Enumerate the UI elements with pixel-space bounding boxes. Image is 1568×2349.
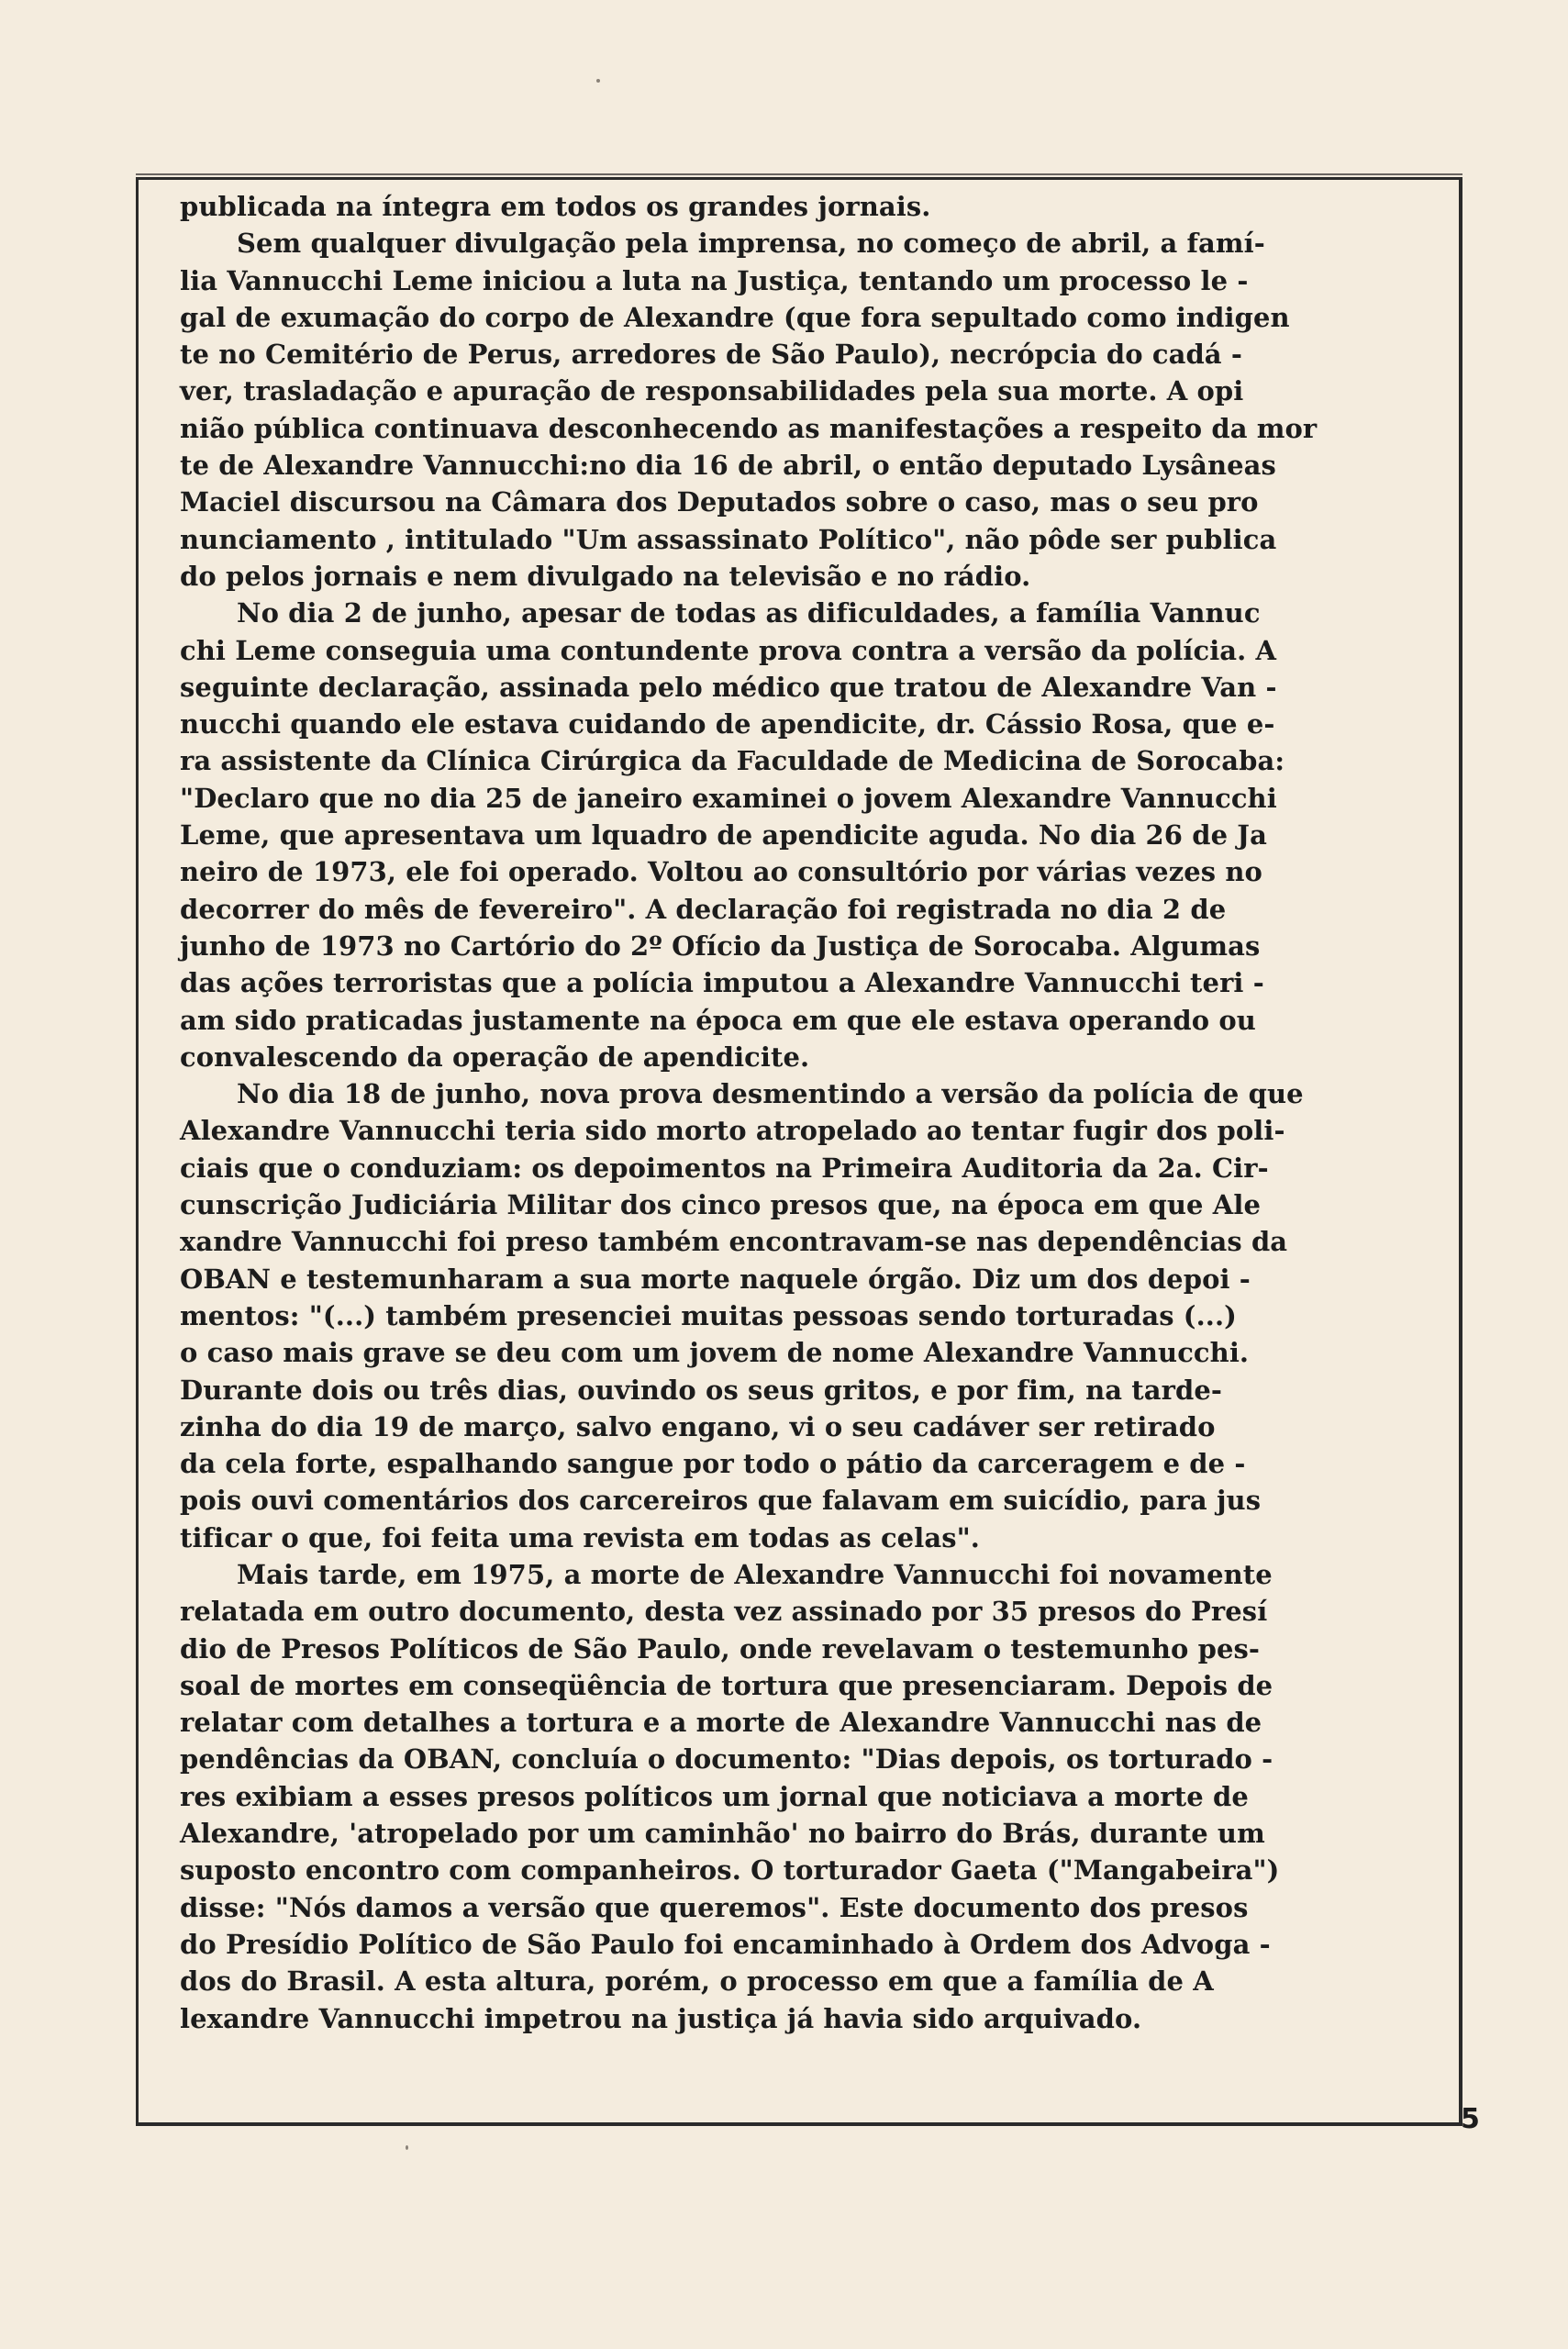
text-line: publicada na íntegra em todos os grandes jornais.	[180, 191, 931, 222]
text-line: dos do Brasil. A esta altura, porém, o processo em que a família de A	[180, 1965, 1214, 1998]
text-line: ra assistente da Clínica Cirúrgica da Faculdade de Medicina de Sorocaba:	[180, 745, 1285, 777]
text-line: seguinte declaração, assinada pelo médico que tratou de Alexandre Van -	[180, 671, 1277, 703]
text-line: Mais tarde, em 1975, a morte de Alexandre Vannucchi foi novamente	[237, 1558, 1273, 1590]
text-line: das ações terroristas que a polícia imputou a Alexandre Vannucchi teri -	[180, 967, 1264, 999]
text-line: pois ouvi comentários dos carcereiros que falavam em suicídio, para jus	[180, 1485, 1262, 1517]
text-line: te no Cemitério de Perus, arredores de São Paulo), necrópcia do cadá -	[180, 339, 1242, 371]
text-line: disse: "Nós damos a versão que queremos". Este documento dos presos	[180, 1891, 1249, 1923]
text-line: neiro de 1973, ele foi operado. Voltou ao consultório por várias vezes no	[180, 856, 1262, 888]
text-line: Alexandre Vannucchi teria sido morto atropelado ao tentar fugir dos poli-	[180, 1115, 1285, 1147]
paper-speck	[406, 2145, 408, 2150]
text-line: convalescendo da operação de apendicite.	[180, 1041, 810, 1073]
text-line: No dia 18 de junho, nova prova desmentindo a versão da polícia de que	[237, 1078, 1304, 1110]
paper-speck	[596, 79, 600, 83]
text-line: dio de Presos Políticos de São Paulo, onde revelavam o testemunho pes-	[180, 1632, 1261, 1664]
text-line: ciais que o conduziam: os depoimentos na Primeira Auditoria da 2a. Cir-	[180, 1152, 1269, 1184]
text-line: No dia 2 de junho, apesar de todas as dificuldades, a família Vannuc	[237, 597, 1261, 629]
text-line: Maciel discursou na Câmara dos Deputados sobre o caso, mas o seu pro	[180, 486, 1259, 518]
text-line: am sido praticadas justamente na época em que ele estava operando ou	[180, 1004, 1256, 1036]
text-line: Sem qualquer divulgação pela imprensa, no começo de abril, a famí-	[237, 228, 1265, 260]
text-line: decorrer do mês de fevereiro". A declaração foi registrada no dia 2 de	[180, 893, 1227, 925]
text-line: da cela forte, espalhando sangue por todo o pátio da carceragem e de -	[180, 1448, 1246, 1480]
body-text	[180, 188, 1437, 2037]
text-line: nunciamento , intitulado "Um assassinato Político", não pôde ser publica	[180, 523, 1277, 555]
text-line: lia Vannucchi Leme iniciou a luta na Justiça, tentando um processo le -	[180, 264, 1249, 296]
text-line: relatar com detalhes a tortura e a morte de Alexandre Vannucchi nas de	[180, 1707, 1262, 1739]
text-line: nião pública continuava desconhecendo as manifestações a respeito da mor	[180, 412, 1318, 444]
text-line: soal de mortes em conseqüência de tortura que presenciaram. Depois de	[180, 1669, 1273, 1701]
text-line: mentos: "(...) também presenciei muitas pessoas sendo torturadas (...)	[180, 1299, 1237, 1331]
text-line: Durante dois ou três dias, ouvindo os seus gritos, e por fim, na tarde-	[180, 1374, 1223, 1406]
text-line: ver, trasladação e apuração de responsabilidades pela sua morte. A opi	[180, 375, 1244, 407]
text-line: suposto encontro com companheiros. O torturador Gaeta ("Mangabeira")	[180, 1854, 1280, 1887]
text-line: lexandre Vannucchi impetrou na justiça já havia sido arquivado.	[180, 2002, 1142, 2034]
text-line: Alexandre, 'atropelado por um caminhão' no bairro do Brás, durante um	[180, 1818, 1265, 1850]
text-line: nucchi quando ele estava cuidando de apendicite, dr. Cássio Rosa, que e-	[180, 708, 1275, 740]
text-line: gal de exumação do corpo de Alexandre (que fora sepultado como indigen	[180, 301, 1290, 333]
text-line: junho de 1973 no Cartório do 2º Ofício da Justiça de Sorocaba. Algumas	[180, 930, 1261, 962]
text-line: do pelos jornais e nem divulgado na televisão e no rádio.	[180, 560, 1031, 592]
text-line: zinha do dia 19 de março, salvo engano, vi o seu cadáver ser retirado	[180, 1410, 1216, 1442]
text-line: Leme, que apresentava um lquadro de apendicite aguda. No dia 26 de Ja	[180, 819, 1267, 852]
text-line: cunscrição Judiciária Militar dos cinco presos que, na época em que Ale	[180, 1189, 1261, 1221]
text-line: pendências da OBAN, concluía o documento: "Dias depois, os torturado -	[180, 1743, 1273, 1776]
text-line: o caso mais grave se deu com um jovem de nome Alexandre Vannucchi.	[180, 1337, 1250, 1369]
text-line: chi Leme conseguia uma contundente prova contra a versão da polícia. A	[180, 634, 1277, 666]
text-line: OBAN e testemunharam a sua morte naquele órgão. Diz um dos depoi -	[180, 1263, 1251, 1295]
text-line: "Declaro que no dia 25 de janeiro examinei o jovem Alexandre Vannucchi	[180, 782, 1277, 814]
text-line: relatada em outro documento, desta vez assinado por 35 presos do Presí	[180, 1596, 1268, 1628]
page-number: 5	[1461, 2103, 1480, 2135]
text-line: res exibiam a esses presos políticos um jornal que noticiava a morte de	[180, 1780, 1249, 1812]
text-line: xandre Vannucchi foi preso também encontravam-se nas dependências da	[180, 1226, 1288, 1258]
text-line: te de Alexandre Vannucchi:no dia 16 de abril, o então deputado Lysâneas	[180, 450, 1276, 482]
frame-top-edge	[136, 173, 1462, 175]
text-line: do Presídio Político de São Paulo foi encaminhado à Ordem dos Advoga -	[180, 1928, 1271, 1960]
text-line: tificar o que, foi feita uma revista em todas as celas".	[180, 1521, 980, 1553]
